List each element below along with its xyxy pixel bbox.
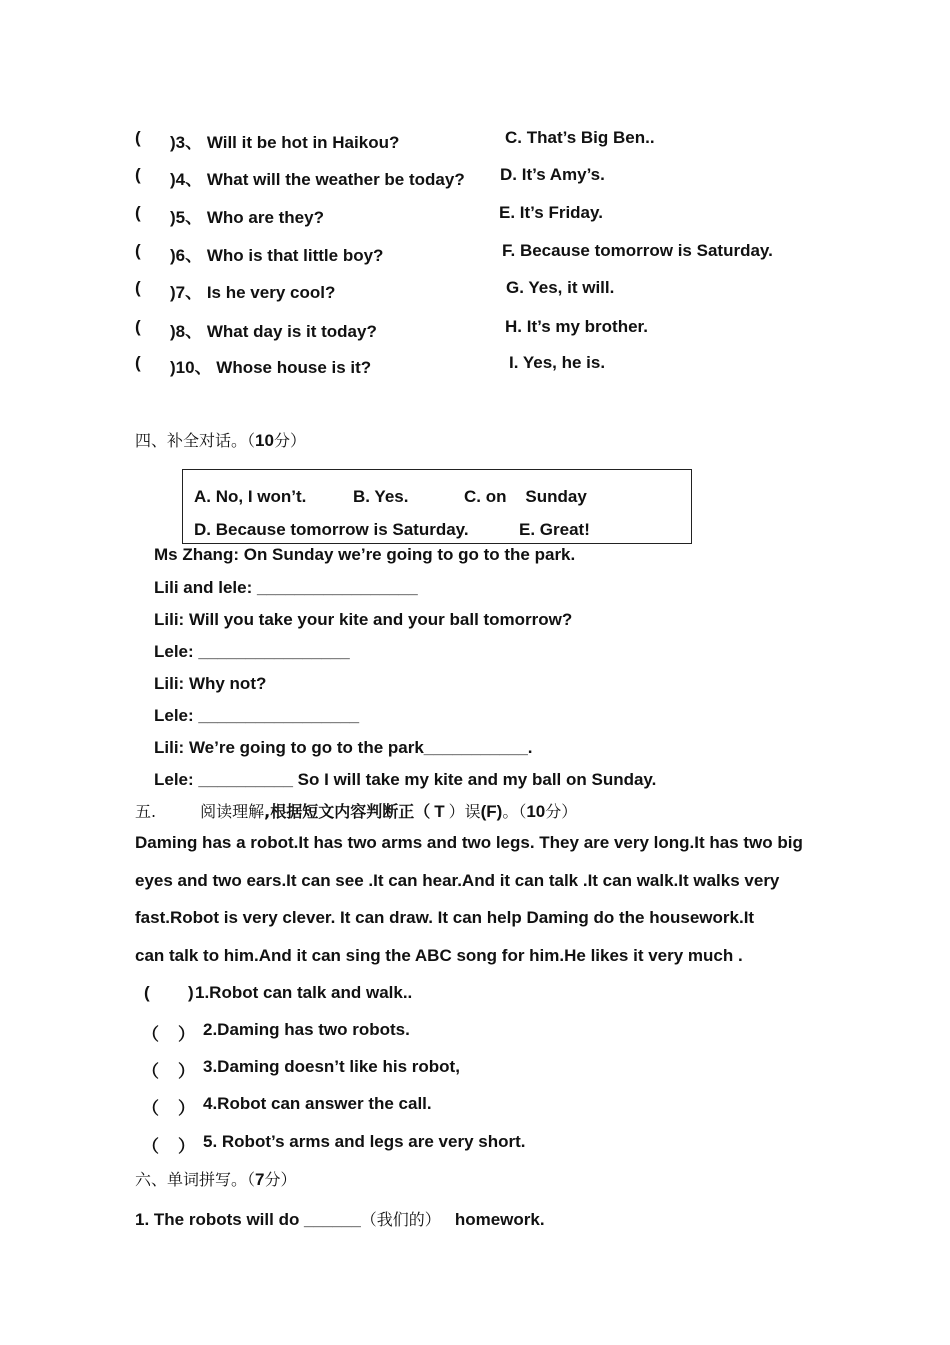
answer-d: D. It’s Amy’s. bbox=[500, 165, 605, 184]
answer-c: C. That’s Big Ben.. bbox=[505, 128, 655, 147]
passage-line: Daming has a robot.It has two arms and two legs. They are very long.It has two big bbox=[135, 833, 803, 852]
question-4: )4、 What will the weather be today? bbox=[170, 170, 465, 189]
section5-heading bbox=[135, 799, 577, 822]
section6-heading bbox=[135, 1167, 297, 1190]
item-paren-close: ） bbox=[178, 1025, 195, 1044]
answer-paren: ( bbox=[135, 128, 141, 147]
dialogue-line: Lili: Why not? bbox=[154, 674, 267, 693]
section4-heading bbox=[135, 428, 306, 451]
item-paren-open: （ bbox=[142, 1137, 159, 1156]
section6-heading-text: 六、单词拼写。（ bbox=[135, 1170, 256, 1189]
answer-f: F. Because tomorrow is Saturday. bbox=[502, 241, 773, 260]
section5-num: 五. bbox=[135, 802, 157, 821]
section5-heading-end: 。（ bbox=[502, 802, 527, 821]
answer-h: H. It’s my brother. bbox=[505, 317, 648, 336]
item-paren-open: （ bbox=[142, 1062, 159, 1081]
answer-paren: ( bbox=[135, 353, 141, 372]
item-paren-close: ） bbox=[178, 1062, 195, 1081]
dialogue-line: Lele: __________ So I will take my kite and my ball on Sunday. bbox=[154, 770, 657, 789]
spelling-question-1 bbox=[135, 1207, 545, 1230]
question-6: )6、 Who is that little boy? bbox=[170, 246, 384, 265]
section5-heading-text: 阅读理解 bbox=[200, 802, 265, 821]
passage-line: eyes and two ears.It can see .It can hear.And it can talk .It can walk.It walks very bbox=[135, 871, 780, 890]
question-7: )7、 Is he very cool? bbox=[170, 283, 336, 302]
section6-score: 7 bbox=[255, 1170, 265, 1189]
dialogue-line: Ms Zhang: On Sunday we’re going to go to the park. bbox=[154, 545, 576, 564]
answer-paren: ( bbox=[135, 278, 141, 297]
answer-paren: ( bbox=[135, 241, 141, 260]
section5-score: 10 bbox=[526, 802, 546, 821]
section4-score: 10 bbox=[255, 431, 274, 450]
tf-item-4: 4.Robot can answer the call. bbox=[203, 1094, 432, 1113]
answer-i: I. Yes, he is. bbox=[509, 353, 606, 372]
answer-g: G. Yes, it will. bbox=[506, 278, 615, 297]
dialogue-line: Lili: Will you take your kite and your ball tomorrow? bbox=[154, 610, 573, 629]
answer-paren: ( bbox=[135, 203, 141, 222]
item-paren-open: （ bbox=[142, 1025, 159, 1044]
question-8: )8、 What day is it today? bbox=[170, 322, 377, 341]
option-c: C. on Sunday bbox=[464, 487, 587, 506]
question-5: )5、 Who are they? bbox=[170, 208, 324, 227]
answer-paren: ( bbox=[135, 165, 141, 184]
item-paren-close: ） bbox=[178, 1137, 195, 1156]
tf-item-3: 3.Daming doesn’t like his robot, bbox=[203, 1057, 460, 1076]
spelling-q1-hint: （我们的） bbox=[360, 1210, 441, 1229]
section5-f: (F) bbox=[480, 802, 503, 821]
section5-heading-mid: ,根据短文内容判断正（ bbox=[264, 802, 431, 821]
section4-heading-text: 四、补全对话。（ bbox=[135, 431, 256, 450]
option-e: E. Great! bbox=[519, 520, 590, 539]
dialogue-line: Lili: We’re going to go to the park___________. bbox=[154, 738, 533, 757]
spelling-q1-start: 1. The robots will do ______ bbox=[135, 1210, 361, 1229]
question-3: )3、 Will it be hot in Haikou? bbox=[170, 133, 400, 152]
option-d: D. Because tomorrow is Saturday. bbox=[194, 520, 469, 539]
passage-line: fast.Robot is very clever. It can draw. It can help Daming do the housework.It bbox=[135, 908, 755, 927]
passage-line: can talk to him.And it can sing the ABC song for him.He likes it very much . bbox=[135, 946, 743, 965]
section5-t: T bbox=[434, 802, 445, 821]
spelling-q1-end: homework. bbox=[454, 1210, 545, 1229]
item-paren-open: ( bbox=[144, 983, 150, 1002]
section5-heading-mid2: ）误 bbox=[448, 802, 481, 821]
item-paren-open: （ bbox=[142, 1099, 159, 1118]
dialogue-line: Lele: _________________ bbox=[154, 706, 360, 725]
tf-item-1: 1.Robot can talk and walk.. bbox=[195, 983, 413, 1002]
tf-item-2: 2.Daming has two robots. bbox=[203, 1020, 410, 1039]
item-paren-close: ) bbox=[188, 983, 194, 1002]
option-b: B. Yes. bbox=[353, 487, 409, 506]
section4-heading-end: 分） bbox=[273, 431, 306, 450]
item-paren-close: ） bbox=[178, 1099, 195, 1118]
answer-paren: ( bbox=[135, 317, 141, 336]
question-10: )10、 Whose house is it? bbox=[170, 358, 372, 377]
answer-e: E. It’s Friday. bbox=[499, 203, 603, 222]
dialogue-line: Lele: ________________ bbox=[154, 642, 350, 661]
section6-heading-end: 分） bbox=[264, 1170, 297, 1189]
tf-item-5: 5. Robot’s arms and legs are very short. bbox=[203, 1132, 526, 1151]
option-a: A. No, I won’t. bbox=[194, 487, 307, 506]
section5-heading-tail: 分） bbox=[545, 802, 578, 821]
dialogue-line: Lili and lele: _________________ bbox=[154, 578, 418, 597]
